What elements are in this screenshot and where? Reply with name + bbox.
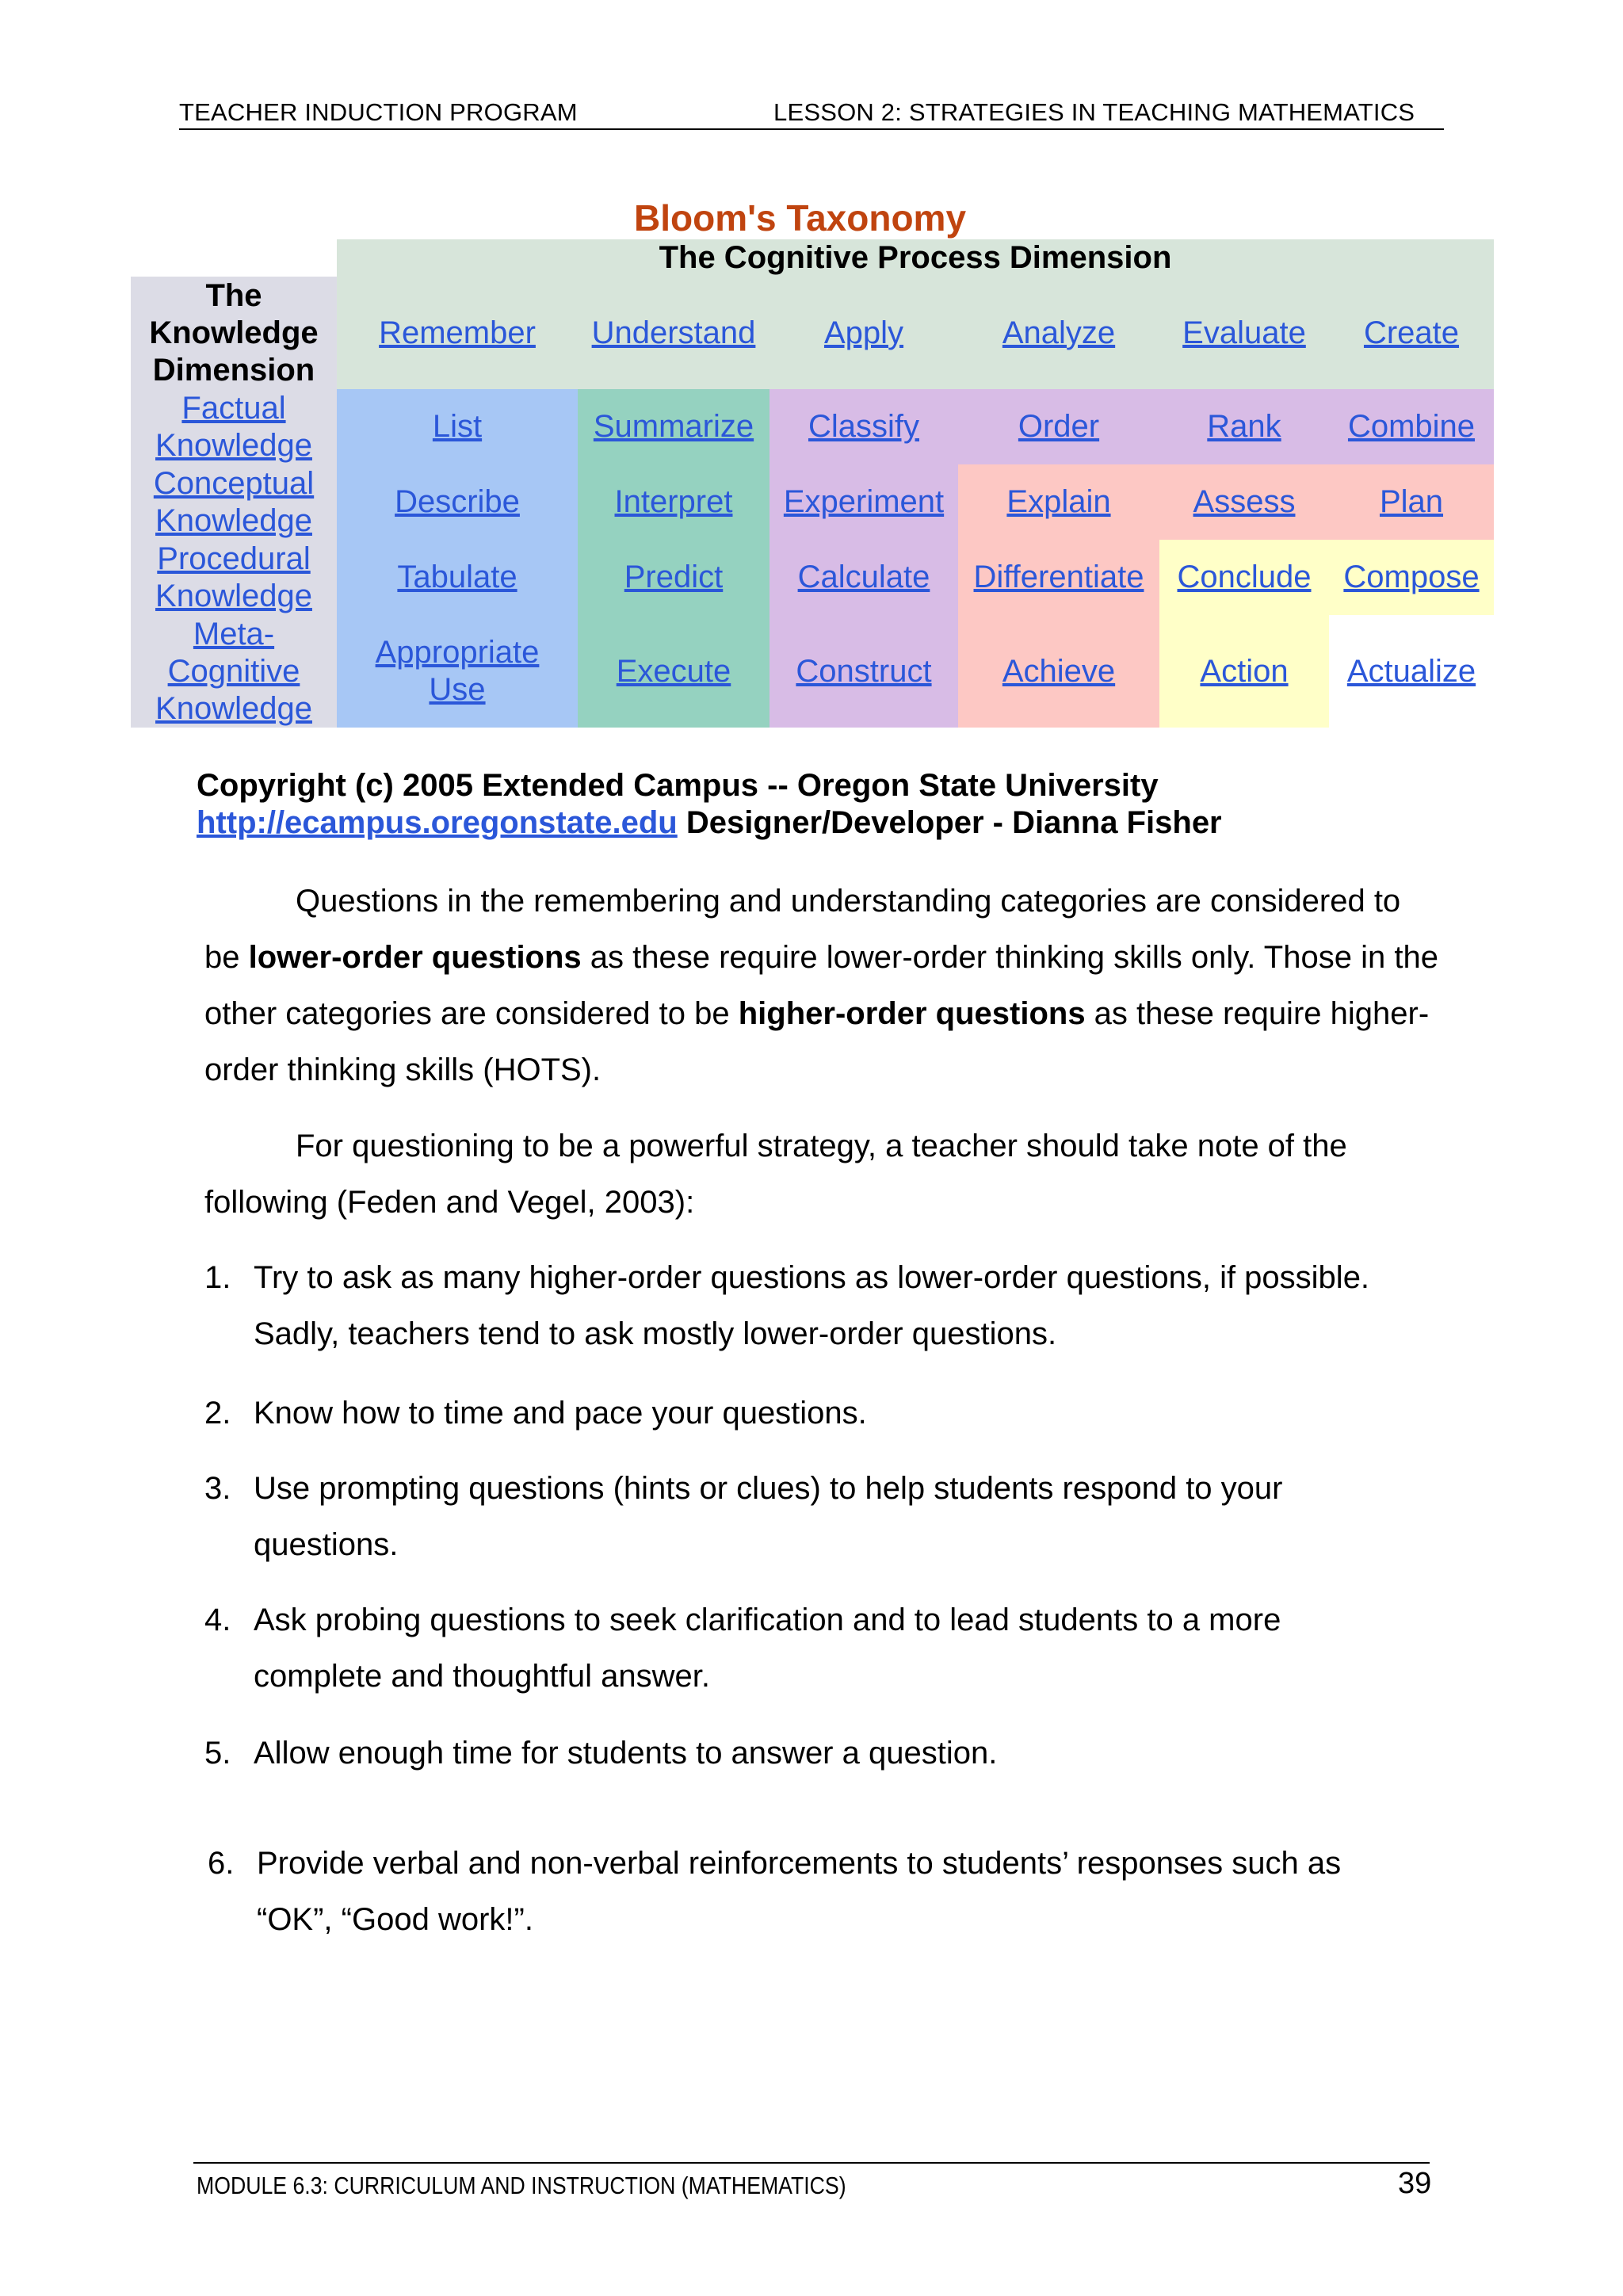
cell-construct-link[interactable]: Construct (796, 653, 932, 689)
column-create-link[interactable]: Create (1363, 315, 1460, 350)
cell-calculate-link[interactable]: Calculate (797, 560, 930, 594)
running-header-left: TEACHER INDUCTION PROGRAM (179, 98, 578, 126)
cell-assess-link[interactable]: Assess (1193, 484, 1296, 519)
copyright-block (197, 767, 1222, 842)
cell-appropriate-use-link[interactable]: Appropriate Use (375, 635, 540, 707)
cell-conclude-link[interactable]: Conclude (1177, 560, 1312, 594)
column-understand-link[interactable]: Understand (591, 315, 756, 350)
cell-tabulate-link[interactable]: Tabulate (397, 560, 517, 594)
taxonomy-title: Bloom's Taxonomy (634, 197, 967, 239)
list-item: 4. Ask probing questions to seek clarification and to lead students to a more complete and thoughtful answer. (204, 1592, 1472, 1705)
row-conceptual-knowledge-link[interactable]: Conceptual Knowledge (153, 465, 315, 538)
list-item: 5. Allow enough time for students to answer a question. (204, 1725, 1472, 1782)
cell-differentiate-link[interactable]: Differentiate (973, 560, 1144, 594)
row-metacognitive-knowledge-link[interactable]: Meta- Cognitive Knowledge (155, 616, 312, 726)
cell-summarize-link[interactable]: Summarize (593, 409, 754, 444)
cell-plan-link[interactable]: Plan (1379, 484, 1444, 519)
cell-interpret-link[interactable]: Interpret (614, 484, 733, 519)
ecampus-link[interactable]: http://ecampus.oregonstate.edu (197, 805, 678, 840)
paragraph-questioning-intro: For questioning to be a powerful strategy, a teacher should take note of the following (Feden and Vegel, 2003): (204, 1129, 1347, 1220)
list-number: 4. (204, 1603, 231, 1637)
list-item: 3. Use prompting questions (hints or clues) to help students respond to your questions. (204, 1461, 1472, 1573)
cell-explain-link[interactable]: Explain (1006, 484, 1111, 519)
list-number: 3. (204, 1471, 231, 1506)
list-item: 6. Provide verbal and non-verbal reinforcements to students’ responses such as “OK”, “Good work!”. (208, 1836, 1476, 1948)
column-evaluate-link[interactable]: Evaluate (1182, 315, 1306, 350)
header-rule (179, 128, 1444, 130)
column-remember-link[interactable]: Remember (379, 315, 536, 350)
knowledge-dimension-heading (131, 277, 337, 389)
cell-action-link[interactable]: Action (1200, 653, 1289, 689)
running-header-right: LESSON 2: STRATEGIES IN TEACHING MATHEMATICS (773, 98, 1415, 126)
cell-actualize-link[interactable]: Actualize (1346, 653, 1476, 689)
cell-predict-link[interactable]: Predict (624, 560, 724, 594)
cell-classify-link[interactable]: Classify (808, 409, 920, 444)
higher-order-term: higher-order questions (738, 996, 1086, 1031)
table-row-metacognitive (131, 615, 1494, 728)
column-analyze-link[interactable]: Analyze (1002, 315, 1116, 350)
cell-execute-link[interactable]: Execute (616, 653, 731, 689)
page-number: 39 (1398, 2167, 1432, 2200)
cognitive-process-heading: The Cognitive Process Dimension (337, 239, 1494, 277)
table-row-procedural (131, 540, 1494, 615)
credits-line (197, 804, 1222, 842)
cell-compose-link[interactable]: Compose (1343, 560, 1480, 594)
list-item: 1. Try to ask as many higher-order questions as lower-order questions, if possible. Sadly, teachers tend to ask mostly lower-order questions. (204, 1250, 1472, 1362)
knowledge-heading-line: The (205, 277, 262, 313)
paragraph-lower-higher-order: Questions in the remembering and understanding categories are considered to be lower-order questions as these require lower-order thinking skills only. Those in the other categories are considered to be higher-order questions as these require higher-order thinking skills (HOTS). (204, 884, 1438, 1087)
cell-experiment-link[interactable]: Experiment (783, 484, 945, 519)
cell-rank-link[interactable]: Rank (1207, 409, 1281, 444)
cell-order-link[interactable]: Order (1018, 409, 1100, 444)
knowledge-heading-line: Dimension (152, 352, 315, 388)
row-procedural-knowledge-link[interactable]: Procedural Knowledge (155, 541, 312, 613)
column-apply-link[interactable]: Apply (823, 315, 904, 350)
list-number: 5. (204, 1736, 231, 1771)
table-corner-blank (131, 239, 337, 277)
cell-describe-link[interactable]: Describe (395, 484, 520, 519)
table-row-conceptual (131, 464, 1494, 540)
footer-module: MODULE 6.3: CURRICULUM AND INSTRUCTION (MATHEMATICS) (197, 2172, 846, 2199)
footer-rule (193, 2162, 1430, 2164)
cell-achieve-link[interactable]: Achieve (1002, 653, 1116, 689)
list-number: 6. (208, 1846, 235, 1881)
row-factual-knowledge-link[interactable]: Factual Knowledge (155, 390, 312, 463)
list-number: 1. (204, 1260, 231, 1295)
table-row-factual (131, 389, 1494, 464)
cell-combine-link[interactable]: Combine (1347, 409, 1476, 444)
lower-order-term: lower-order questions (248, 940, 582, 975)
designer-credit: Designer/Developer - Dianna Fisher (677, 805, 1222, 840)
list-item: 2. Know how to time and pace your questions. (204, 1385, 1472, 1442)
copyright-line: Copyright (c) 2005 Extended Campus -- Oregon State University (197, 768, 1159, 803)
cell-list-link[interactable]: List (432, 409, 483, 444)
list-number: 2. (204, 1396, 231, 1431)
knowledge-heading-line: Knowledge (149, 315, 319, 350)
blooms-taxonomy-table (131, 239, 1494, 728)
